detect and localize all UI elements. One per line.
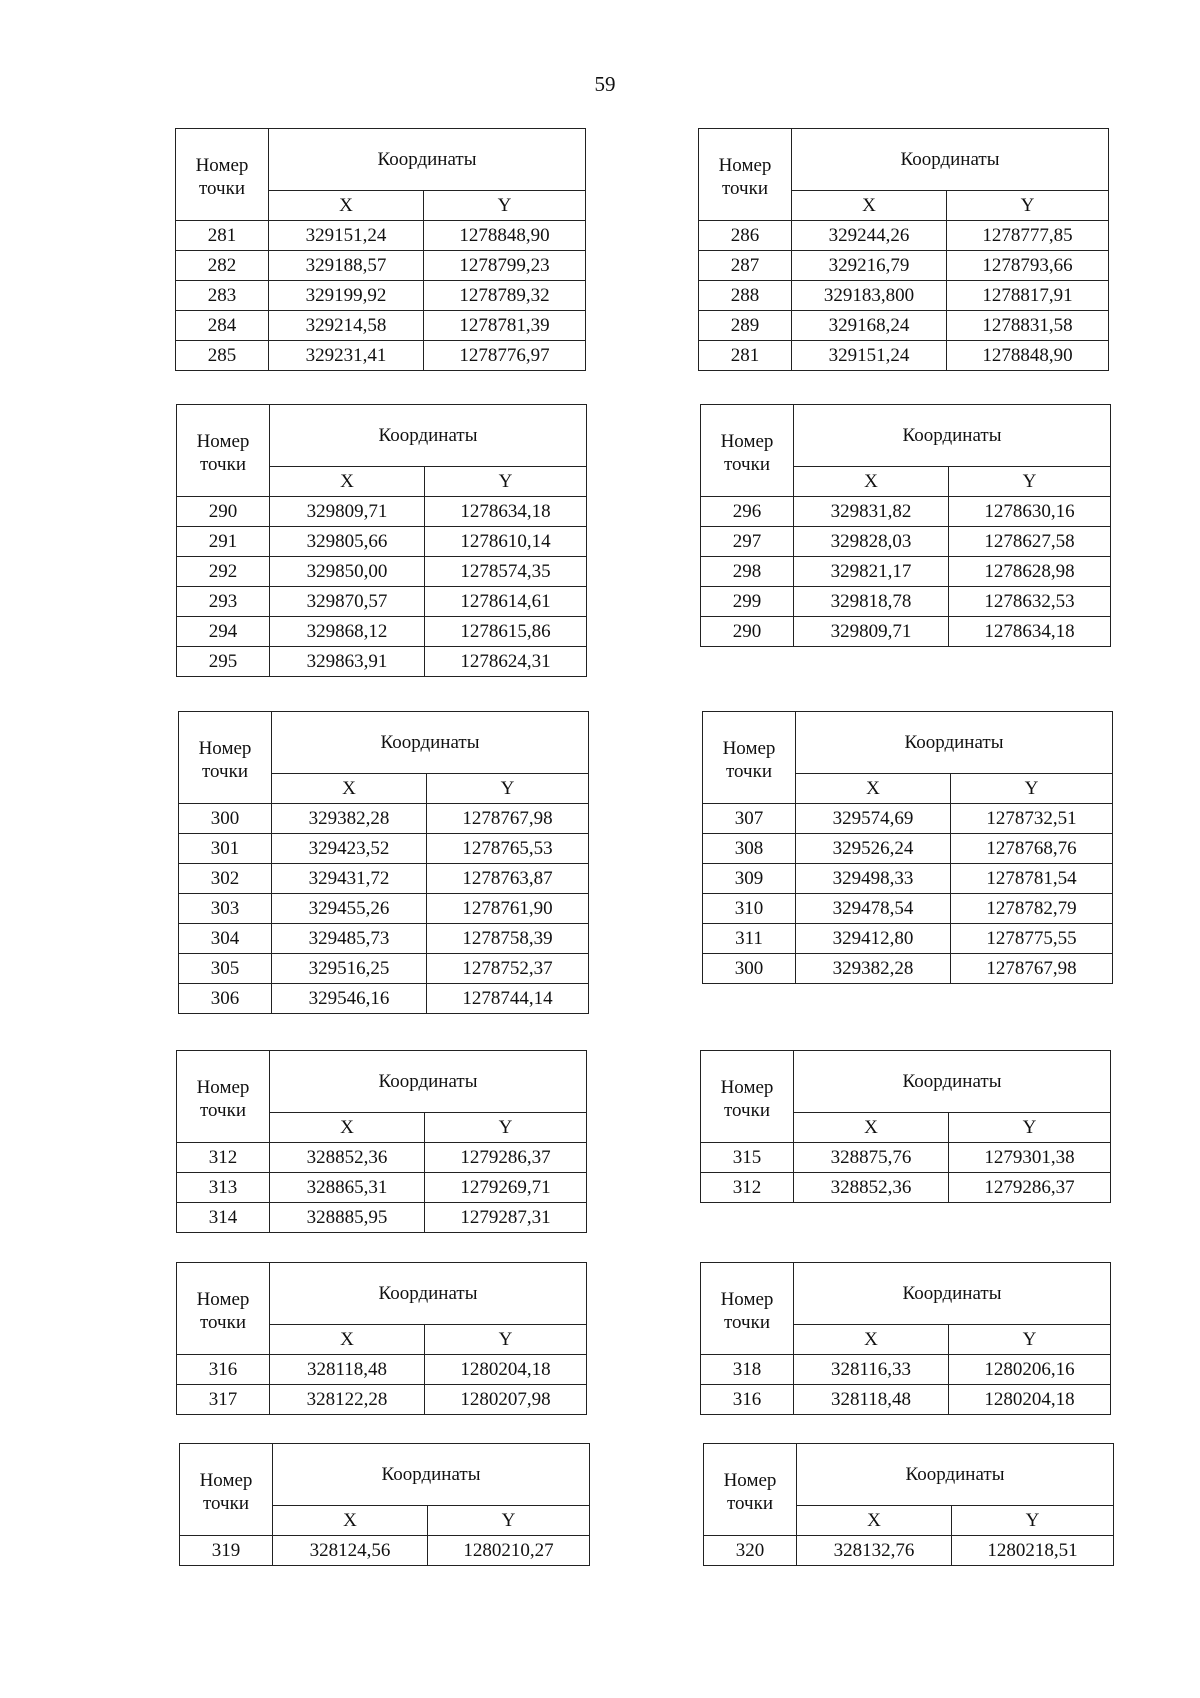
x-coordinate-cell: 328124,56: [273, 1536, 428, 1566]
point-number-cell: 290: [177, 497, 270, 527]
point-number-header-line2: точки: [202, 1492, 249, 1514]
y-coordinate-cell: 1279287,31: [425, 1203, 587, 1233]
point-number-cell: 301: [179, 834, 272, 864]
y-coordinate-cell: 1278744,14: [427, 984, 589, 1014]
point-number-cell: 310: [703, 894, 796, 924]
table-row: [176, 221, 586, 251]
coordinates-header: Координаты: [794, 1263, 1111, 1325]
x-column-header: X: [269, 191, 424, 221]
coordinates-header: Координаты: [794, 1051, 1111, 1113]
table-row: [703, 894, 1113, 924]
y-coordinate-cell: 1278615,86: [425, 617, 587, 647]
y-coordinate-cell: 1278767,98: [427, 804, 589, 834]
y-coordinate-cell: 1278765,53: [427, 834, 589, 864]
y-coordinate-cell: 1279286,37: [949, 1173, 1111, 1203]
x-coordinate-cell: 329828,03: [794, 527, 949, 557]
table-row: [703, 954, 1113, 984]
point-number-header-line1: Номер: [196, 1288, 250, 1310]
coordinates-header: Координаты: [273, 1444, 590, 1506]
coordinates-header: Координаты: [794, 405, 1111, 467]
y-coordinate-cell: 1278776,97: [424, 341, 586, 371]
x-coordinate-cell: 329546,16: [272, 984, 427, 1014]
table-row: [699, 341, 1109, 371]
point-number-cell: 306: [179, 984, 272, 1014]
y-coordinate-cell: 1278632,53: [949, 587, 1111, 617]
point-number-header-line2: точки: [201, 760, 248, 782]
point-number-header-line1: Номер: [196, 1076, 250, 1098]
point-number-cell: 308: [703, 834, 796, 864]
coordinate-table: [176, 404, 587, 677]
table-row: [176, 311, 586, 341]
y-column-header: Y: [952, 1506, 1114, 1536]
table-row: [704, 1536, 1114, 1566]
x-coordinate-cell: 328116,33: [794, 1355, 949, 1385]
point-number-header: [179, 712, 272, 804]
x-coordinate-cell: 329526,24: [796, 834, 951, 864]
table-row: [701, 497, 1111, 527]
x-column-header: X: [797, 1506, 952, 1536]
point-number-cell: 293: [177, 587, 270, 617]
point-number-cell: 300: [703, 954, 796, 984]
x-coordinate-cell: 329809,71: [270, 497, 425, 527]
point-number-header-line2: точки: [726, 1492, 773, 1514]
table-row: [177, 647, 587, 677]
page-number: 59: [594, 72, 616, 96]
y-column-header: Y: [949, 1325, 1111, 1355]
point-number-header-line2: точки: [721, 177, 768, 199]
x-coordinate-cell: 328852,36: [270, 1143, 425, 1173]
point-number-header-line2: точки: [723, 453, 770, 475]
point-number-cell: 315: [701, 1143, 794, 1173]
point-number-header-line1: Номер: [196, 430, 250, 452]
point-number-header-line2: точки: [723, 1099, 770, 1121]
x-coordinate-cell: 329382,28: [272, 804, 427, 834]
coordinates-header: Координаты: [792, 129, 1109, 191]
table-row: [179, 894, 589, 924]
coordinates-header: Координаты: [272, 712, 589, 774]
coordinate-table: [175, 128, 586, 371]
table-row: [701, 587, 1111, 617]
x-coordinate-cell: 329863,91: [270, 647, 425, 677]
table-row: [176, 281, 586, 311]
x-coordinate-cell: 329412,80: [796, 924, 951, 954]
point-number-header-line1: Номер: [720, 1076, 774, 1098]
table-row: [180, 1536, 590, 1566]
point-number-header-line1: Номер: [195, 154, 249, 176]
point-number-cell: 288: [699, 281, 792, 311]
point-number-header: [177, 405, 270, 497]
point-number-cell: 314: [177, 1203, 270, 1233]
x-coordinate-cell: 329431,72: [272, 864, 427, 894]
point-number-header-line1: Номер: [198, 737, 252, 759]
point-number-cell: 287: [699, 251, 792, 281]
x-coordinate-cell: 329868,12: [270, 617, 425, 647]
point-number-cell: 291: [177, 527, 270, 557]
x-coordinate-cell: 329821,17: [794, 557, 949, 587]
x-column-header: X: [794, 1325, 949, 1355]
x-coordinate-cell: 329244,26: [792, 221, 947, 251]
coordinate-table: [176, 1050, 587, 1233]
point-number-header: [180, 1444, 273, 1536]
y-coordinate-cell: 1279269,71: [425, 1173, 587, 1203]
x-coordinate-cell: 329168,24: [792, 311, 947, 341]
table-row: [699, 221, 1109, 251]
point-number-cell: 320: [704, 1536, 797, 1566]
point-number-cell: 304: [179, 924, 272, 954]
point-number-header-line2: точки: [199, 1099, 246, 1121]
x-coordinate-cell: 328875,76: [794, 1143, 949, 1173]
table-row: [177, 617, 587, 647]
point-number-cell: 298: [701, 557, 794, 587]
y-coordinate-cell: 1278628,98: [949, 557, 1111, 587]
y-column-header: Y: [951, 774, 1113, 804]
y-column-header: Y: [947, 191, 1109, 221]
table-row: [703, 864, 1113, 894]
y-coordinate-cell: 1278777,85: [947, 221, 1109, 251]
x-column-header: X: [270, 1325, 425, 1355]
point-number-cell: 282: [176, 251, 269, 281]
y-coordinate-cell: 1278732,51: [951, 804, 1113, 834]
y-coordinate-cell: 1278761,90: [427, 894, 589, 924]
table-row: [699, 251, 1109, 281]
coordinate-table: [703, 1443, 1114, 1566]
point-number-cell: 284: [176, 311, 269, 341]
y-coordinate-cell: 1279301,38: [949, 1143, 1111, 1173]
y-coordinate-cell: 1280204,18: [949, 1385, 1111, 1415]
x-column-header: X: [272, 774, 427, 804]
point-number-cell: 309: [703, 864, 796, 894]
coordinate-table: [176, 1262, 587, 1415]
table-row: [701, 557, 1111, 587]
y-coordinate-cell: 1278624,31: [425, 647, 587, 677]
table-row: [701, 1143, 1111, 1173]
coordinate-table: [698, 128, 1109, 371]
x-coordinate-cell: 329478,54: [796, 894, 951, 924]
y-coordinate-cell: 1278799,23: [424, 251, 586, 281]
y-coordinate-cell: 1280218,51: [952, 1536, 1114, 1566]
point-number-header: [701, 1263, 794, 1355]
table-row: [703, 804, 1113, 834]
x-coordinate-cell: 329870,57: [270, 587, 425, 617]
x-coordinate-cell: 328852,36: [794, 1173, 949, 1203]
table-row: [179, 864, 589, 894]
point-number-header: [177, 1263, 270, 1355]
point-number-cell: 300: [179, 804, 272, 834]
point-number-cell: 316: [177, 1355, 270, 1385]
point-number-header-line2: точки: [199, 453, 246, 475]
point-number-cell: 289: [699, 311, 792, 341]
x-coordinate-cell: 329455,26: [272, 894, 427, 924]
coordinate-table: [178, 711, 589, 1014]
table-row: [179, 954, 589, 984]
table-row: [177, 1385, 587, 1415]
table-row: [177, 1143, 587, 1173]
x-coordinate-cell: 328118,48: [794, 1385, 949, 1415]
point-number-cell: 317: [177, 1385, 270, 1415]
coordinates-header: Координаты: [270, 1263, 587, 1325]
y-column-header: Y: [425, 1113, 587, 1143]
point-number-header: [176, 129, 269, 221]
point-number-cell: 312: [701, 1173, 794, 1203]
coordinate-table: [702, 711, 1113, 984]
point-number-cell: 294: [177, 617, 270, 647]
coordinate-table: [700, 1050, 1111, 1203]
x-coordinate-cell: 329199,92: [269, 281, 424, 311]
point-number-cell: 297: [701, 527, 794, 557]
point-number-cell: 313: [177, 1173, 270, 1203]
table-row: [177, 497, 587, 527]
x-coordinate-cell: 329818,78: [794, 587, 949, 617]
point-number-header-line2: точки: [199, 1311, 246, 1333]
y-coordinate-cell: 1278574,35: [425, 557, 587, 587]
point-number-header-line1: Номер: [718, 154, 772, 176]
table-row: [703, 924, 1113, 954]
coordinate-table: [700, 404, 1111, 647]
y-column-header: Y: [949, 1113, 1111, 1143]
point-number-cell: 316: [701, 1385, 794, 1415]
point-number-header-line2: точки: [198, 177, 245, 199]
point-number-header: [701, 405, 794, 497]
point-number-cell: 312: [177, 1143, 270, 1173]
x-coordinate-cell: 328118,48: [270, 1355, 425, 1385]
x-coordinate-cell: 329574,69: [796, 804, 951, 834]
point-number-header: [703, 712, 796, 804]
table-row: [701, 1173, 1111, 1203]
y-coordinate-cell: 1278610,14: [425, 527, 587, 557]
x-coordinate-cell: 329188,57: [269, 251, 424, 281]
point-number-header-line1: Номер: [199, 1469, 253, 1491]
x-coordinate-cell: 329485,73: [272, 924, 427, 954]
x-coordinate-cell: 329382,28: [796, 954, 951, 984]
x-coordinate-cell: 328122,28: [270, 1385, 425, 1415]
table-row: [179, 834, 589, 864]
x-coordinate-cell: 328132,76: [797, 1536, 952, 1566]
point-number-cell: 305: [179, 954, 272, 984]
y-coordinate-cell: 1278752,37: [427, 954, 589, 984]
y-coordinate-cell: 1278627,58: [949, 527, 1111, 557]
point-number-header-line1: Номер: [720, 1288, 774, 1310]
point-number-header-line1: Номер: [720, 430, 774, 452]
point-number-cell: 307: [703, 804, 796, 834]
x-coordinate-cell: 329423,52: [272, 834, 427, 864]
x-coordinate-cell: 329151,24: [269, 221, 424, 251]
point-number-cell: 319: [180, 1536, 273, 1566]
y-column-header: Y: [425, 1325, 587, 1355]
y-coordinate-cell: 1278831,58: [947, 311, 1109, 341]
y-coordinate-cell: 1280207,98: [425, 1385, 587, 1415]
point-number-cell: 285: [176, 341, 269, 371]
table-row: [177, 587, 587, 617]
point-number-cell: 296: [701, 497, 794, 527]
table-row: [703, 834, 1113, 864]
x-coordinate-cell: 329831,82: [794, 497, 949, 527]
x-coordinate-cell: 328865,31: [270, 1173, 425, 1203]
x-coordinate-cell: 329809,71: [794, 617, 949, 647]
y-coordinate-cell: 1278789,32: [424, 281, 586, 311]
y-coordinate-cell: 1280206,16: [949, 1355, 1111, 1385]
x-coordinate-cell: 329850,00: [270, 557, 425, 587]
table-row: [177, 557, 587, 587]
point-number-header-line2: точки: [723, 1311, 770, 1333]
y-coordinate-cell: 1279286,37: [425, 1143, 587, 1173]
y-coordinate-cell: 1278817,91: [947, 281, 1109, 311]
table-row: [699, 311, 1109, 341]
y-column-header: Y: [949, 467, 1111, 497]
y-coordinate-cell: 1278767,98: [951, 954, 1113, 984]
y-coordinate-cell: 1278793,66: [947, 251, 1109, 281]
coordinates-header: Координаты: [270, 405, 587, 467]
x-column-header: X: [270, 1113, 425, 1143]
coordinate-table: [700, 1262, 1111, 1415]
coordinate-table: [179, 1443, 590, 1566]
table-row: [701, 617, 1111, 647]
x-coordinate-cell: 329214,58: [269, 311, 424, 341]
x-coordinate-cell: 329216,79: [792, 251, 947, 281]
x-column-header: X: [796, 774, 951, 804]
x-column-header: X: [273, 1506, 428, 1536]
table-row: [701, 1385, 1111, 1415]
table-row: [177, 1173, 587, 1203]
point-number-cell: 292: [177, 557, 270, 587]
y-coordinate-cell: 1278782,79: [951, 894, 1113, 924]
x-coordinate-cell: 329183,800: [792, 281, 947, 311]
y-column-header: Y: [427, 774, 589, 804]
point-number-header: [704, 1444, 797, 1536]
y-coordinate-cell: 1278848,90: [424, 221, 586, 251]
point-number-cell: 295: [177, 647, 270, 677]
y-coordinate-cell: 1278634,18: [425, 497, 587, 527]
y-coordinate-cell: 1278775,55: [951, 924, 1113, 954]
table-row: [701, 1355, 1111, 1385]
y-coordinate-cell: 1278781,54: [951, 864, 1113, 894]
table-row: [699, 281, 1109, 311]
point-number-cell: 311: [703, 924, 796, 954]
x-column-header: X: [792, 191, 947, 221]
x-coordinate-cell: 329516,25: [272, 954, 427, 984]
y-coordinate-cell: 1278768,76: [951, 834, 1113, 864]
point-number-header: [699, 129, 792, 221]
point-number-cell: 281: [176, 221, 269, 251]
x-column-header: X: [794, 467, 949, 497]
y-coordinate-cell: 1278763,87: [427, 864, 589, 894]
table-row: [176, 251, 586, 281]
point-number-header: [177, 1051, 270, 1143]
table-row: [179, 804, 589, 834]
point-number-header: [701, 1051, 794, 1143]
coordinates-header: Координаты: [269, 129, 586, 191]
y-column-header: Y: [425, 467, 587, 497]
point-number-cell: 302: [179, 864, 272, 894]
y-coordinate-cell: 1278848,90: [947, 341, 1109, 371]
point-number-header-line2: точки: [725, 760, 772, 782]
y-coordinate-cell: 1278758,39: [427, 924, 589, 954]
point-number-cell: 303: [179, 894, 272, 924]
table-row: [701, 527, 1111, 557]
coordinates-header: Координаты: [796, 712, 1113, 774]
coordinates-header: Координаты: [797, 1444, 1114, 1506]
x-coordinate-cell: 329805,66: [270, 527, 425, 557]
point-number-header-line1: Номер: [723, 1469, 777, 1491]
coordinates-header: Координаты: [270, 1051, 587, 1113]
x-coordinate-cell: 329231,41: [269, 341, 424, 371]
y-column-header: Y: [424, 191, 586, 221]
table-row: [177, 527, 587, 557]
x-coordinate-cell: 329498,33: [796, 864, 951, 894]
point-number-header-line1: Номер: [722, 737, 776, 759]
y-coordinate-cell: 1280210,27: [428, 1536, 590, 1566]
point-number-cell: 283: [176, 281, 269, 311]
y-coordinate-cell: 1278614,61: [425, 587, 587, 617]
x-coordinate-cell: 329151,24: [792, 341, 947, 371]
x-column-header: X: [794, 1113, 949, 1143]
table-row: [177, 1355, 587, 1385]
point-number-cell: 286: [699, 221, 792, 251]
point-number-cell: 318: [701, 1355, 794, 1385]
point-number-cell: 290: [701, 617, 794, 647]
table-row: [179, 984, 589, 1014]
x-coordinate-cell: 328885,95: [270, 1203, 425, 1233]
table-row: [176, 341, 586, 371]
table-row: [179, 924, 589, 954]
x-column-header: X: [270, 467, 425, 497]
y-coordinate-cell: 1280204,18: [425, 1355, 587, 1385]
point-number-cell: 299: [701, 587, 794, 617]
y-coordinate-cell: 1278781,39: [424, 311, 586, 341]
y-coordinate-cell: 1278634,18: [949, 617, 1111, 647]
y-coordinate-cell: 1278630,16: [949, 497, 1111, 527]
point-number-cell: 281: [699, 341, 792, 371]
y-column-header: Y: [428, 1506, 590, 1536]
table-row: [177, 1203, 587, 1233]
